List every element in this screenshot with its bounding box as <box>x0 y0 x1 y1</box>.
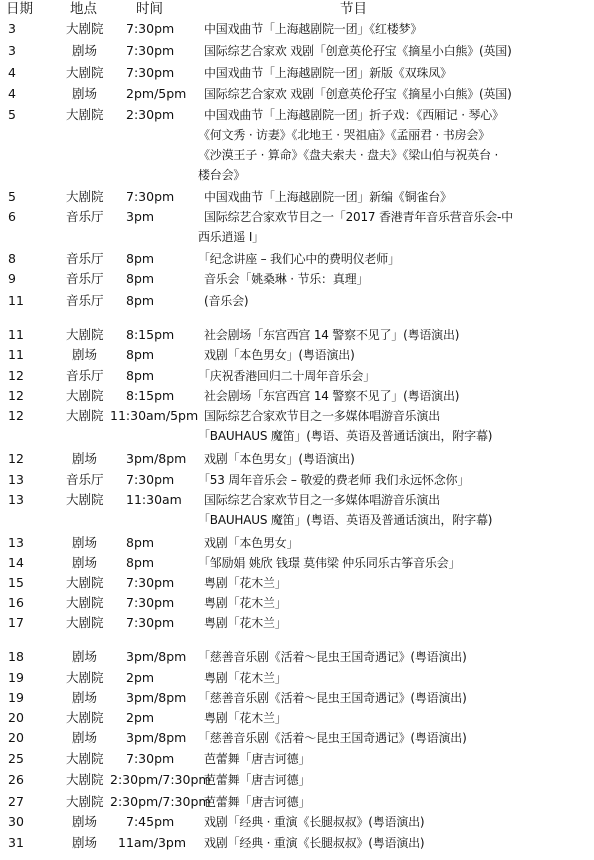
row-time: 8pm <box>126 293 155 308</box>
row-program-line: 芭蕾舞「唐吉诃德」 <box>204 752 311 766</box>
row-program-line: 「庆祝香港回归二十周年音乐会」 <box>198 369 376 383</box>
row-time: 7:45pm <box>126 814 175 829</box>
row-date: 9 <box>8 271 16 286</box>
row-program-line: 戏剧「经典 · 重演《长腿叔叔》(粤语演出) <box>204 836 425 850</box>
row-time: 8pm <box>126 555 155 570</box>
row-time: 11am/3pm <box>118 835 187 850</box>
row-program-line: 社会剧场「东宫西宫 14 警察不见了」(粤语演出) <box>204 328 460 342</box>
row-program-line: 「邹励娟 姚欣 钱璟 莫伟梁 仲乐同乐古筝音乐会」 <box>198 556 461 570</box>
row-time: 7:30pm <box>126 575 175 590</box>
row-venue: 大剧院 <box>66 327 104 342</box>
row-venue: 大剧院 <box>66 751 104 766</box>
row-program-line: 「纪念讲座 – 我们心中的费明仪老师」 <box>198 252 400 266</box>
row-time: 7:30pm <box>126 595 175 610</box>
row-time: 8pm <box>126 368 155 383</box>
row-venue: 剧场 <box>72 730 98 745</box>
row-date: 11 <box>8 293 24 308</box>
row-program-line: 粤剧「花木兰」 <box>204 711 287 725</box>
row-venue: 大剧院 <box>66 189 104 204</box>
row-venue: 剧场 <box>72 690 98 705</box>
row-time: 3pm <box>126 209 155 224</box>
row-date: 12 <box>8 388 24 403</box>
row-program-line: 粤剧「花木兰」 <box>204 671 287 685</box>
row-date: 14 <box>8 555 24 570</box>
row-venue: 剧场 <box>72 814 98 829</box>
row-date: 4 <box>8 86 16 101</box>
row-program-line: 「BAUHAUS 魔笛」(粤语、英语及普通话演出，附字幕) <box>198 513 493 527</box>
row-time: 3pm/8pm <box>126 730 187 745</box>
row-date: 13 <box>8 472 24 487</box>
row-time: 7:30pm <box>126 751 175 766</box>
row-program-line: 国际综艺合家欢节目之一多媒体唱游音乐演出 <box>204 409 441 423</box>
row-program-line: 「53 周年音乐会 – 敬爱的费老师 我们永远怀念你」 <box>198 473 470 487</box>
row-venue: 音乐厅 <box>66 472 104 487</box>
row-venue: 大剧院 <box>66 492 104 507</box>
row-venue: 剧场 <box>72 535 98 550</box>
row-venue: 剧场 <box>72 649 98 664</box>
row-program-line: 国际综艺合家欢 戏剧「创意英伦孖宝《摘星小白熊》(英国) <box>204 44 512 58</box>
row-venue: 剧场 <box>72 347 98 362</box>
row-date: 3 <box>8 21 16 36</box>
row-program-line: 国际综艺合家欢节目之一多媒体唱游音乐演出 <box>204 493 441 507</box>
row-date: 18 <box>8 649 24 664</box>
row-venue: 音乐厅 <box>66 368 104 383</box>
row-venue: 大剧院 <box>66 794 104 809</box>
row-time: 2:30pm/7:30pm <box>110 794 211 809</box>
row-date: 5 <box>8 189 16 204</box>
row-venue: 大剧院 <box>66 670 104 685</box>
row-date: 13 <box>8 535 24 550</box>
row-program-line: 「BAUHAUS 魔笛」(粤语、英语及普通话演出，附字幕) <box>198 429 493 443</box>
row-venue: 大剧院 <box>66 408 104 423</box>
row-venue: 大剧院 <box>66 388 104 403</box>
row-date: 12 <box>8 451 24 466</box>
row-time: 8pm <box>126 347 155 362</box>
row-time: 2:30pm <box>126 107 175 122</box>
row-program-line: 芭蕾舞「唐吉诃德」 <box>204 773 311 787</box>
row-program-line: 粤剧「花木兰」 <box>204 616 287 630</box>
row-date: 19 <box>8 670 24 685</box>
row-time: 2pm/5pm <box>126 86 187 101</box>
row-time: 2pm <box>126 670 155 685</box>
row-date: 20 <box>8 710 24 725</box>
row-venue: 音乐厅 <box>66 251 104 266</box>
row-time: 2:30pm/7:30pm <box>110 772 211 787</box>
row-program-line: 国际综艺合家欢 戏剧「创意英伦孖宝《摘星小白熊》(英国) <box>204 87 512 101</box>
row-date: 13 <box>8 492 24 507</box>
row-venue: 大剧院 <box>66 107 104 122</box>
header-date: 日期 <box>6 1 33 17</box>
row-time: 11:30am <box>126 492 182 507</box>
row-program-line: 戏剧「本色男女」(粤语演出) <box>204 348 355 362</box>
row-program-line: 戏剧「经典 · 重演《长腿叔叔》(粤语演出) <box>204 815 425 829</box>
header-venue: 地点 <box>70 1 97 17</box>
row-program-line: (音乐会) <box>204 294 249 308</box>
row-program-line: 《沙漠王子 · 算命》《盘夫索夫 · 盘夫》《梁山伯与祝英台 · <box>198 148 499 162</box>
row-time: 8pm <box>126 251 155 266</box>
row-date: 4 <box>8 65 16 80</box>
row-time: 8pm <box>126 271 155 286</box>
row-venue: 音乐厅 <box>66 293 104 308</box>
row-time: 3pm/8pm <box>126 451 187 466</box>
row-program-line: 中国戏曲节「上海越剧院一团」《红楼梦》 <box>204 22 423 36</box>
row-time: 7:30pm <box>126 615 175 630</box>
row-venue: 剧场 <box>72 835 98 850</box>
row-time: 3pm/8pm <box>126 649 187 664</box>
row-program-line: 中国戏曲节「上海越剧院一团」折子戏：《西厢记 · 琴心》 <box>204 108 504 122</box>
row-date: 27 <box>8 794 24 809</box>
row-date: 20 <box>8 730 24 745</box>
row-program-line: 音乐会「姚桑琳 · 节乐：真理」 <box>204 272 369 286</box>
row-venue: 剧场 <box>72 43 98 58</box>
row-program-line: 中国戏曲节「上海越剧院一团」新版《双珠凤》 <box>204 66 452 80</box>
row-program-line: 西乐逍遥 I」 <box>198 230 264 244</box>
row-date: 26 <box>8 772 24 787</box>
row-date: 3 <box>8 43 16 58</box>
row-venue: 音乐厅 <box>66 209 104 224</box>
row-program-line: 粤剧「花木兰」 <box>204 576 287 590</box>
row-time: 8:15pm <box>126 327 175 342</box>
row-time: 7:30pm <box>126 21 175 36</box>
row-venue: 大剧院 <box>66 595 104 610</box>
row-program-line: 芭蕾舞「唐吉诃德」 <box>204 795 311 809</box>
row-venue: 大剧院 <box>66 21 104 36</box>
row-date: 30 <box>8 814 24 829</box>
row-venue: 大剧院 <box>66 65 104 80</box>
row-venue: 剧场 <box>72 451 98 466</box>
row-date: 19 <box>8 690 24 705</box>
row-date: 12 <box>8 408 24 423</box>
row-date: 11 <box>8 327 24 342</box>
row-date: 12 <box>8 368 24 383</box>
row-date: 8 <box>8 251 16 266</box>
row-time: 8pm <box>126 535 155 550</box>
row-time: 7:30pm <box>126 65 175 80</box>
row-venue: 剧场 <box>72 555 98 570</box>
row-date: 25 <box>8 751 24 766</box>
row-date: 6 <box>8 209 16 224</box>
row-program-line: 中国戏曲节「上海越剧院一团」新编《铜雀台》 <box>204 190 452 204</box>
row-program-line: 「慈善音乐剧《活着～昆虫王国奇遇记》(粤语演出) <box>198 691 467 705</box>
row-program-line: 「慈善音乐剧《活着～昆虫王国奇遇记》(粤语演出) <box>198 731 467 745</box>
row-program-line: 楼台会》 <box>198 168 246 182</box>
row-time: 7:30pm <box>126 43 175 58</box>
row-date: 15 <box>8 575 24 590</box>
row-time: 2pm <box>126 710 155 725</box>
row-time: 3pm/8pm <box>126 690 187 705</box>
row-date: 17 <box>8 615 24 630</box>
row-program-line: 戏剧「本色男女」 <box>204 536 299 550</box>
row-date: 5 <box>8 107 16 122</box>
row-program-line: 国际综艺合家欢节目之一「2017 香港青年音乐营音乐会-中 <box>204 210 513 224</box>
row-venue: 剧场 <box>72 86 98 101</box>
row-venue: 大剧院 <box>66 772 104 787</box>
row-time: 8:15pm <box>126 388 175 403</box>
header-program: 节目 <box>340 1 367 17</box>
row-date: 31 <box>8 835 24 850</box>
row-program-line: 社会剧场「东宫西宫 14 警察不见了」(粤语演出) <box>204 389 460 403</box>
row-program-line: 「慈善音乐剧《活着～昆虫王国奇遇记》(粤语演出) <box>198 650 467 664</box>
row-date: 16 <box>8 595 24 610</box>
row-time: 7:30pm <box>126 189 175 204</box>
row-time: 7:30pm <box>126 472 175 487</box>
row-venue: 大剧院 <box>66 615 104 630</box>
row-date: 11 <box>8 347 24 362</box>
header-time: 时间 <box>136 1 163 17</box>
row-venue: 大剧院 <box>66 575 104 590</box>
row-time: 11:30am/5pm <box>110 408 199 423</box>
row-venue: 音乐厅 <box>66 271 104 286</box>
row-program-line: 粤剧「花木兰」 <box>204 596 287 610</box>
row-venue: 大剧院 <box>66 710 104 725</box>
row-program-line: 《何文秀 · 访妻》《北地王 · 哭祖庙》《孟丽君 · 书房会》 <box>198 128 490 142</box>
row-program-line: 戏剧「本色男女」(粤语演出) <box>204 452 355 466</box>
